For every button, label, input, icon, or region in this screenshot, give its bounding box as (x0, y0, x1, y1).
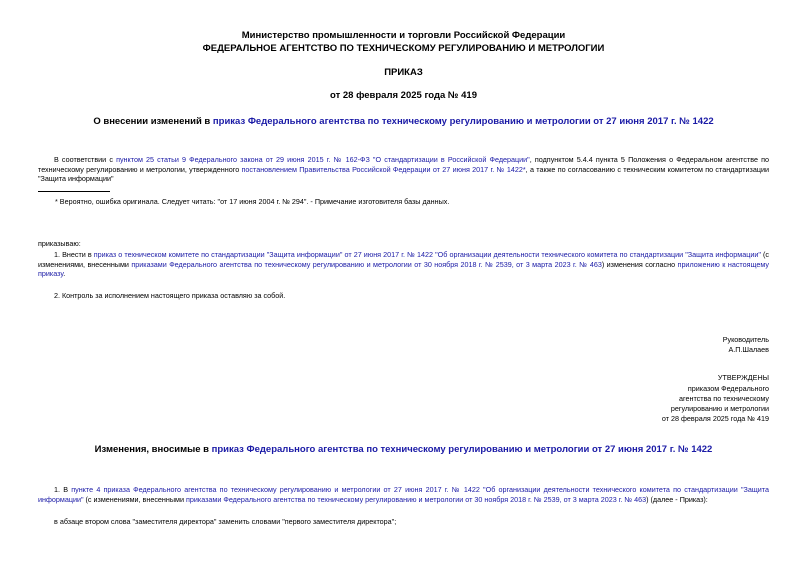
law-162-link[interactable]: пунктом 25 статьи 9 Федерального закона от 29 июня 2015 г. № 162-ФЗ "О стандартизации в Российской Федерации" (116, 155, 530, 164)
change-item-1-subparagraph: в абзаце втором слова "заместителя директора" заменить словами "первого заместителя директора"; (54, 517, 397, 526)
government-decree-link[interactable]: постановлением Правительства Российской Федерации от 27 июня 2017 г. № 1422* (241, 164, 526, 174)
order-title-prefix: О внесении изменений в (93, 116, 213, 127)
ministry-heading: Министерство промышленности и торговли Российской Федерации (241, 30, 566, 41)
footnote-text: * Вероятно, ошибка оригинала. Следует читать: "от 17 июня 2004 г. № 294". - Примечание изготовителя базы данных. (55, 197, 450, 206)
preamble-text-3: , а также по согласованию с техническим комитетом по стандартизации "Защита информации" (38, 164, 769, 183)
tc-order-link[interactable]: приказ о техническом комитете по стандартизации "Защита информации" от 27 июня 2017 г. № 1422 "Об организации деятельности технического комитета по стандартизации "Защита информации" (93, 250, 761, 259)
document-type: ПРИКАЗ (384, 67, 423, 78)
signature-name: А.П.Шалаев (728, 345, 769, 354)
changes-title-prefix: Изменения, вносимые в (94, 444, 212, 455)
changes-title-link[interactable]: приказ Федерального агентства по техническому регулированию и метрологии от 27 июня 2017 г. № 1422 (211, 444, 713, 455)
item1-text-1: 1. Внести в (54, 250, 94, 259)
order-item-1 (38, 250, 769, 279)
change-item-1 (38, 485, 769, 504)
change1-text-1: 1. В (54, 485, 72, 494)
amending-orders-link[interactable]: приказами Федерального агентства по техническому регулированию и метрологии от 30 ноября 2018 г. № 2539, от 3 марта 2023 г. № 463 (131, 259, 602, 269)
footnote-divider (38, 191, 110, 192)
preamble-paragraph (38, 155, 769, 184)
order-title (0, 116, 807, 127)
preamble-text-1: В соответствии с (54, 155, 117, 164)
signature-position: Руководитель (722, 335, 769, 344)
item1-text-4: . (63, 269, 66, 278)
order-title-link[interactable]: приказ Федерального агентства по техническому регулированию и метрологии от 27 июня 2017 г. № 1422 (212, 116, 714, 127)
agency-heading: ФЕДЕРАЛЬНОЕ АГЕНТСТВО ПО ТЕХНИЧЕСКОМУ РЕГУЛИРОВАНИЮ И МЕТРОЛОГИИ (202, 43, 605, 54)
order-item-2: 2. Контроль за исполнением настоящего приказа оставляю за собой. (54, 291, 286, 300)
preamble-text-2: , подпунктом 5.4.4 пункта 5 Положения о Федеральном агентстве по техническому регулированию и метрологии, утвержденного (38, 155, 769, 174)
approved-line-4: регулированию и метрологии (670, 404, 769, 413)
changes-title (0, 444, 807, 455)
order-point-4-link[interactable]: пункте 4 приказа Федерального агентства по техническому регулированию и метрологии от 27 июня 2017 г. № 1422 "Об организации деятельности технического комитета по стандартизации "Защита информации" (38, 485, 769, 504)
change1-amending-orders-link[interactable]: приказами Федерального агентства по техническому регулированию и метрологии от 30 ноября 2018 г. № 2539, от 3 марта 2023 г. № 463 (186, 494, 647, 504)
change1-text-3: ) (далее - Приказ): (646, 494, 708, 504)
approved-line-1: УТВЕРЖДЕНЫ (717, 373, 769, 382)
order-word: приказываю: (38, 239, 81, 248)
item1-text-3: ) изменения согласно (601, 259, 678, 269)
approved-line-2: приказом Федерального (687, 384, 769, 393)
approved-line-5: от 28 февраля 2025 года № 419 (661, 414, 769, 423)
item1-text-2: (с изменениями, внесенными (38, 250, 770, 269)
approved-line-3: агентства по техническому (679, 394, 769, 403)
appendix-link[interactable]: приложению к настоящему приказу (38, 259, 769, 278)
change1-text-2: (с изменениями, внесенными (83, 494, 186, 504)
order-date-number: от 28 февраля 2025 года № 419 (330, 90, 477, 101)
